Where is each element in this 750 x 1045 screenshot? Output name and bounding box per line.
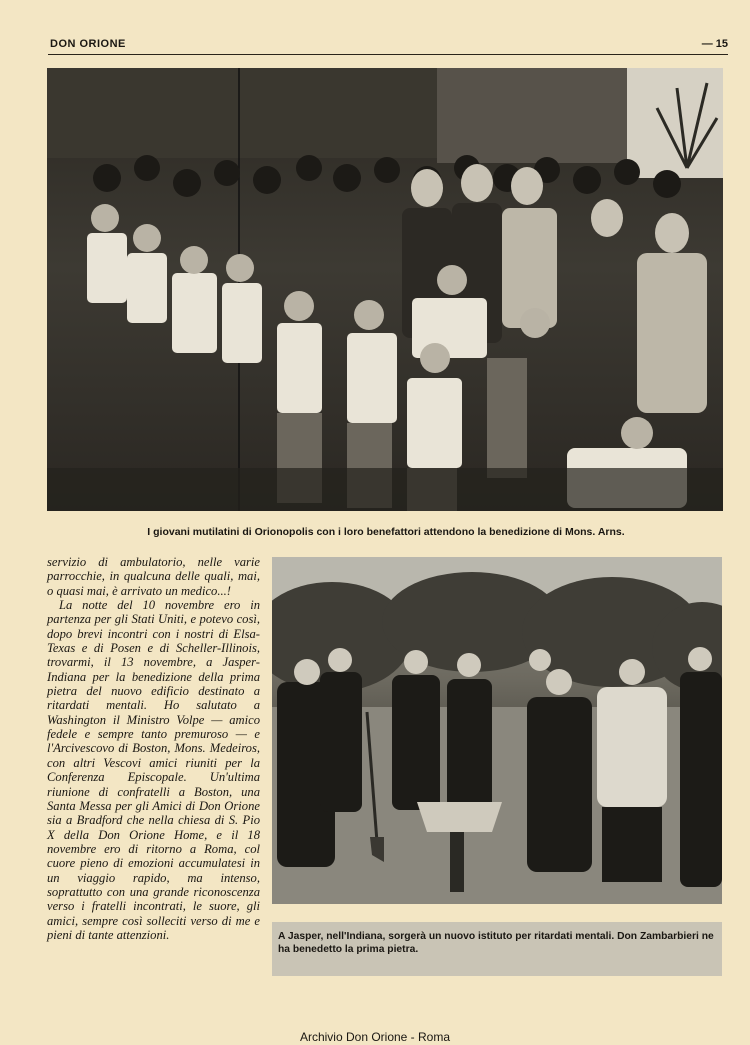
running-head-title: DON ORIONE (50, 38, 126, 50)
article-paragraph-1: servizio di ambulatorio, nelle varie parrocchie, in qualcuna delle quali, mai, o quasi mai, è arrivato un medico...! (47, 555, 260, 598)
photo-blessing-first-stone-icon (272, 557, 722, 904)
photo-children-and-benefactors-icon (47, 68, 723, 511)
page-number: — 15 (701, 38, 728, 50)
archive-footer: Archivio Don Orione - Roma (299, 1030, 451, 1044)
photo-caption-bottom: A Jasper, nell'Indiana, sorgerà un nuovo istituto per ritardati mentali. Don Zambarbieri ne ha benedetto la prima pietra. (272, 922, 722, 976)
photo-caption-top: I giovani mutilatini di Orionopolis con i loro benefattori attendono la benedizione di Mons. Arns. (147, 526, 625, 538)
header-rule (48, 54, 728, 55)
article-paragraph-2: La notte del 10 novembre ero in partenza per gli Stati Uniti, e potevo così, dopo brevi incontri con i nostri di Elsa-Texas e di Posen e di Scheller-Illinois, trovarmi, il 13 novembre, a Jasper-Indiana per la benedizione della prima pietra del nuovo edificio destinato a ritardati mentali. Ho salutato a Washington il Ministro Volpe — amico fedele e sempre tanto premuroso — e l'Arcivescovo di Boston, Mons. Medeiros, con altri Vescovi amici riuniti per la Conferenza Episcopale. Un'ultima riunione di confratelli a Boston, una Santa Messa per gli Amici di Don Orione sia a Bradford che nella chiesa di S. Pio X della Don Orione Home, e il 18 novembre ero di ritorno a Roma, col cuore pieno di emozioni accumulatesi in un viaggio rapido, ma intenso, soprattutto con una grande riconoscenza verso i fratelli incontrati, le suore, gli amici, sempre così solleciti verso di me e pieni di tante attenzioni. (47, 598, 260, 942)
photo-bottom-blessing (272, 557, 722, 904)
photo-top-children-and-benefactors (47, 68, 723, 511)
article-column (47, 555, 260, 942)
